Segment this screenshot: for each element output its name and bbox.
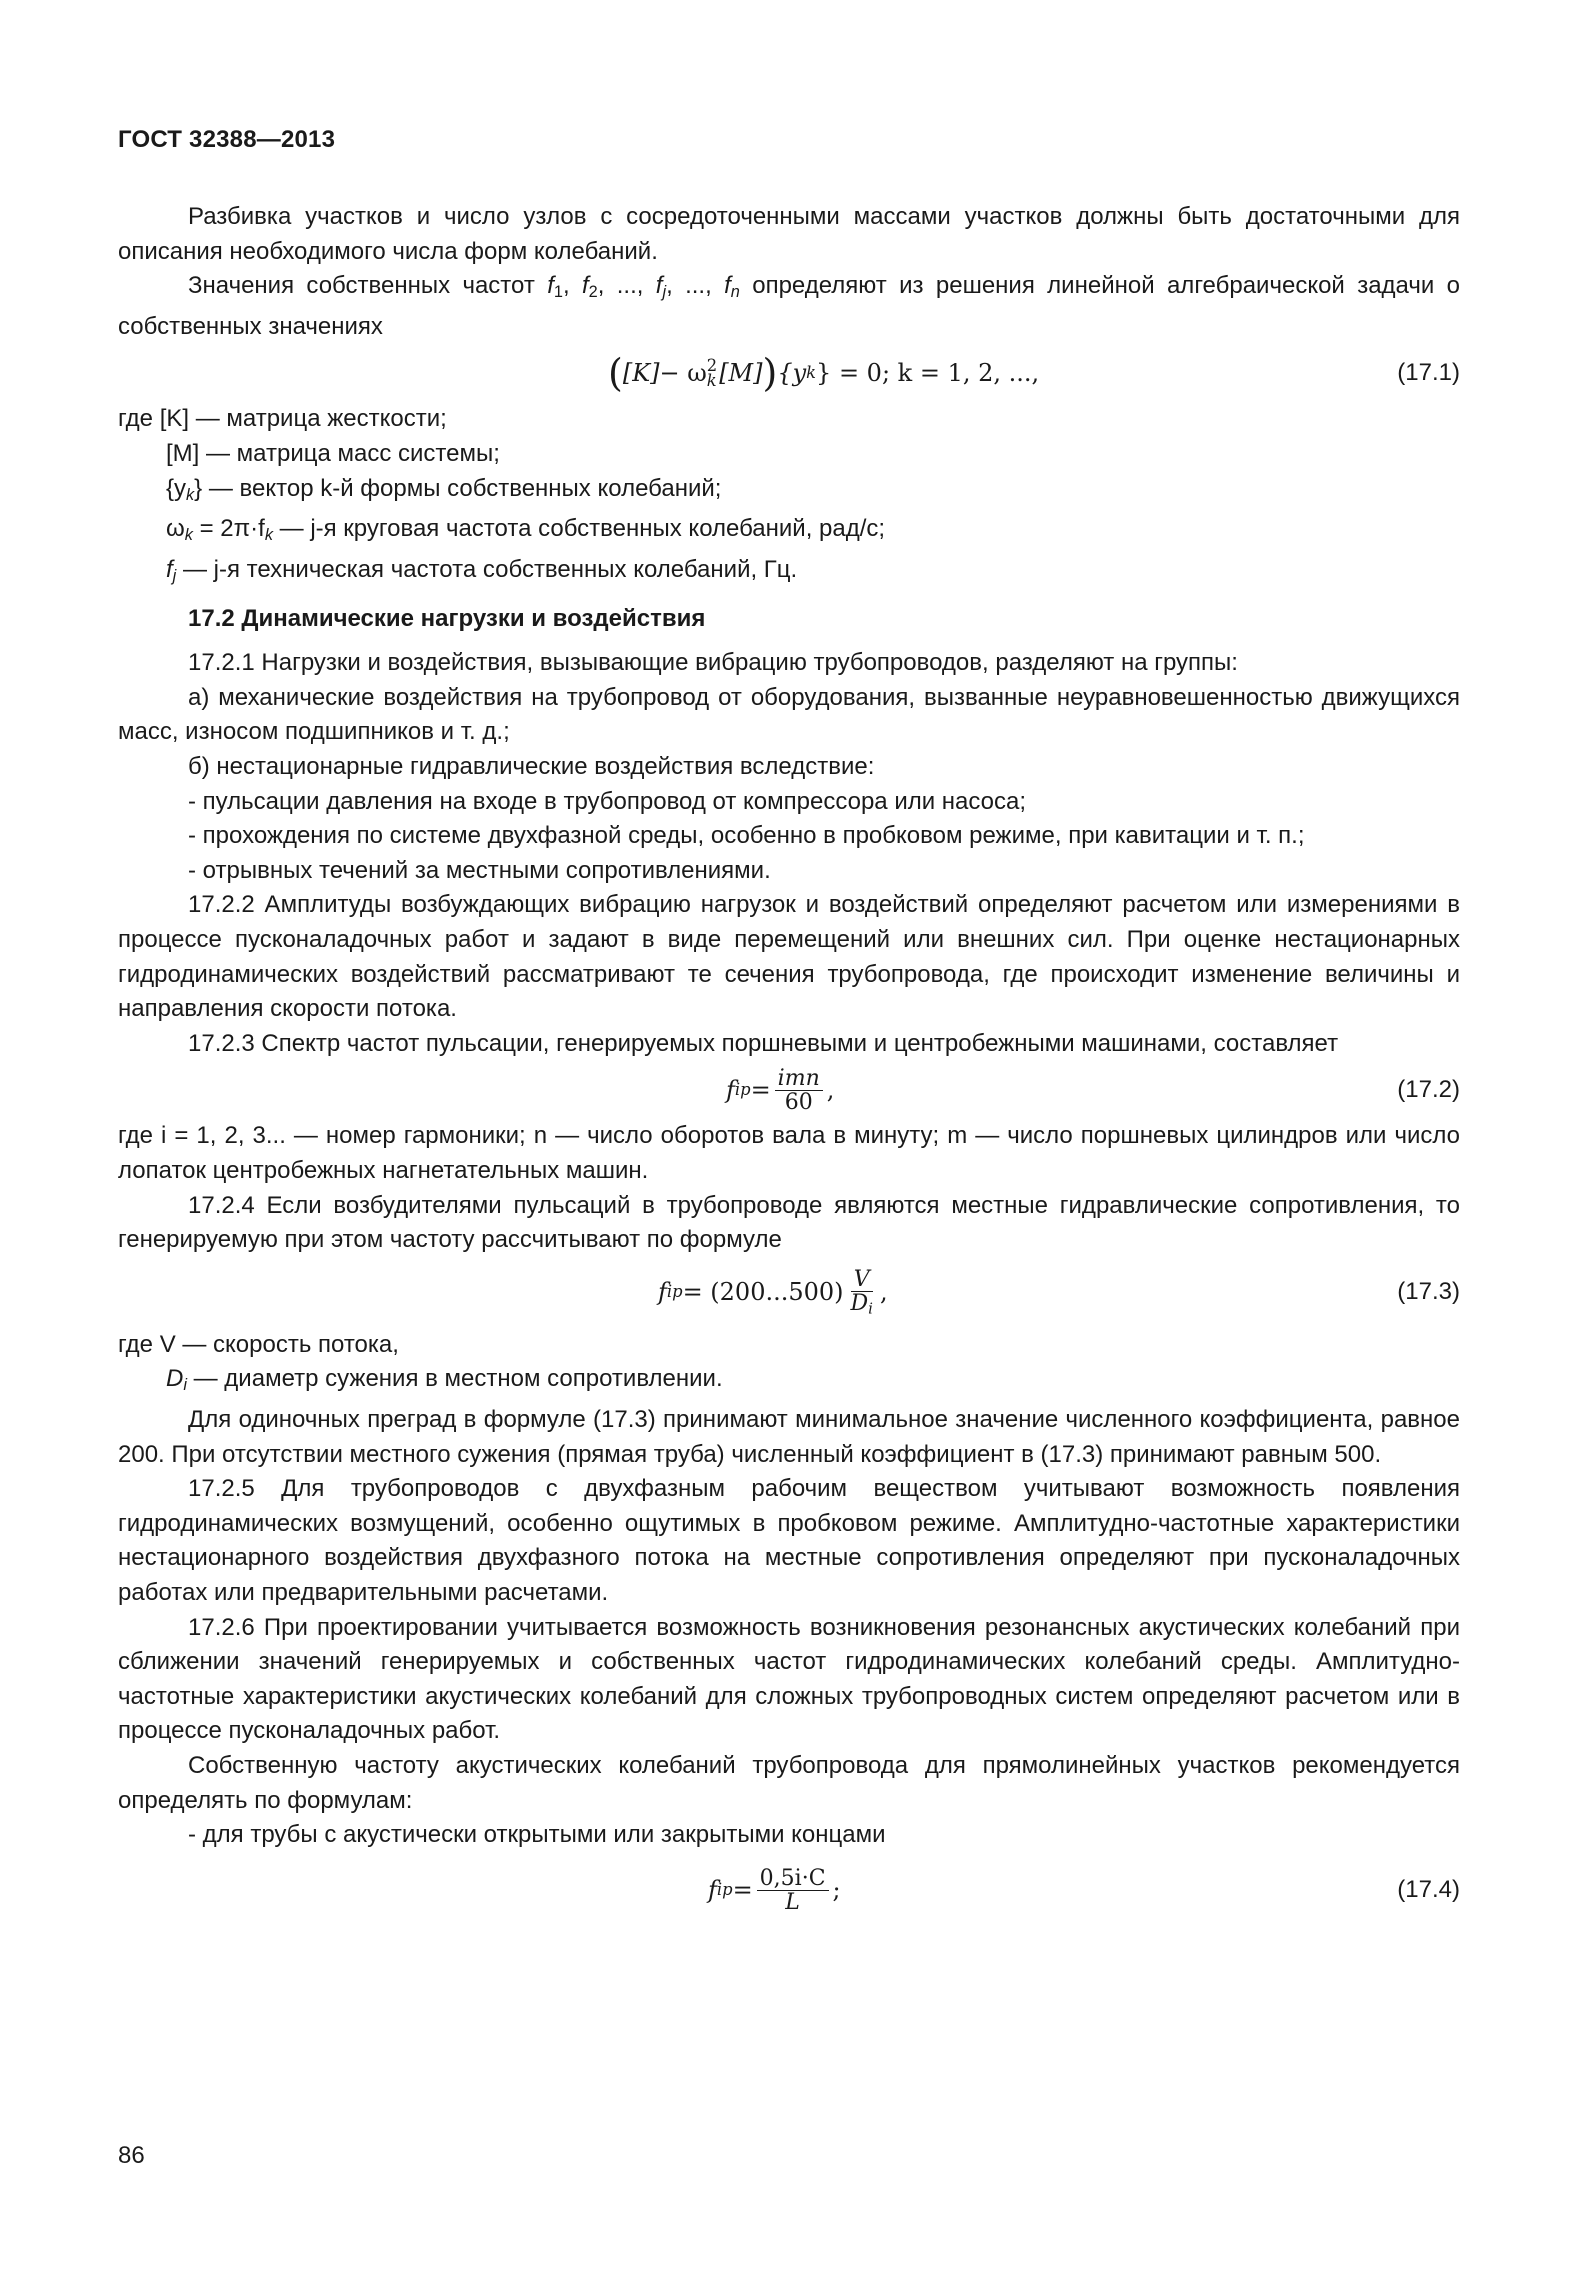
paragraph-17-2-3: 17.2.3 Спектр частот пульсации, генерируемых поршневыми и центробежными машинами, составляет <box>188 1029 1339 1057</box>
list-item-pressure-pulsation: - пульсации давления на входе в трубопровод от компрессора или насоса; <box>188 787 1027 815</box>
definition-technical-frequency: $f_j$ — j-я техническая частота собственных колебаний, Гц. <box>166 555 798 586</box>
page-number: 86 <box>118 2142 145 2169</box>
definition-mode-vector: $\{y_k\}$ — вектор k-й формы собственных колебаний; <box>166 474 722 504</box>
paragraph-17-2-5: 17.2.5 Для трубопроводов с двухфазным рабочим веществом учитывают возможность появления гидродинамических возмущений, особенно ощутимых в пробковом режиме. Амплитудно-частотные характеристики нестационарного воздействия двухфазного потока на местные сопротивления определяют при пусконаладочных работах или предварительными расчетами. <box>118 1475 1460 1606</box>
definition-diameter: $D_i$ — диаметр сужения в местном сопротивлении. <box>166 1365 723 1395</box>
formula-17-3 <box>118 1258 1460 1328</box>
definition-velocity: где V — скорость потока, <box>118 1330 399 1358</box>
formula-17-3-number: (17.3) <box>1397 1278 1460 1306</box>
paragraph-partitioning: Разбивка участков и число узлов с сосредоточенными массами участков должны быть достаточными для описания необходимого числа форм колебаний. <box>118 203 1460 265</box>
formula-17-2-expression: f ip = $\frac{\text{imn}}{60}$ , <box>726 1065 835 1115</box>
definition-mass-matrix: [M] — матрица масс системы; <box>166 440 500 468</box>
document-header: ГОСТ 32388—2013 <box>118 126 336 153</box>
paragraph-eigenfrequencies: Значения собственных частот $f_1$, $f_2$, ..., $f_j$, ..., $f_n$ определяют из решения линейной алгебраической задачи о собственных значениях <box>118 272 1460 340</box>
formula-17-4 <box>118 1853 1460 1929</box>
formula-17-2-number: (17.2) <box>1397 1076 1460 1104</box>
list-item-hydraulic: б) нестационарные гидравлические воздействия вследствие: <box>188 753 875 781</box>
page-content <box>118 200 1460 1929</box>
paragraph-17-2-6: 17.2.6 При проектировании учитывается возможность возникновения резонансных акустических колебаний при сближении значений генерируемых и собственных частот гидродинамических колебаний среды. Амплитудно-частотные характеристики акустических колебаний для сложных трубопроводных систем определяют расчетом или в процессе пусконаладочных работ. <box>118 1613 1460 1745</box>
formula-17-4-number: (17.4) <box>1397 1876 1460 1904</box>
formula-17-3-expression: f ip = (200...500) $\frac{V}{D_i}$ , <box>658 1266 888 1318</box>
definition-stiffness-matrix: где [K] — матрица жесткости; <box>118 405 447 433</box>
paragraph-natural-acoustic-frequency: Собственную частоту акустических колебаний трубопровода для прямолинейных участков рекомендуется определять по формулам: <box>118 1751 1460 1814</box>
formula-17-1-number: (17.1) <box>1397 359 1460 387</box>
paragraph-17-2-1: 17.2.1 Нагрузки и воздействия, вызывающие вибрацию трубопроводов, разделяют на группы: <box>188 649 1238 677</box>
definition-circular-frequency: $\omega_k = 2\pi\cdot f_k$ — j-я круговая частота собственных колебаний, рад/с; <box>166 515 886 545</box>
list-item-separated-flows: - отрывных течений за местными сопротивлениями. <box>188 856 771 884</box>
formula-17-2 <box>118 1061 1460 1119</box>
paragraph-harmonics-definition: где i = 1, 2, 3... — номер гармоники; n — число оборотов вала в минуту; m — число поршневых цилиндров или число лопаток центробежных нагнетательных машин. <box>118 1122 1460 1184</box>
paragraph-17-2-2: 17.2.2 Амплитуды возбуждающих вибрацию нагрузок и воздействий определяют расчетом или измерениями в процессе пусконаладочных работ и задают в виде перемещений или внешних сил. При оценке нестационарных гидродинамических воздействий рассматривают те сечения трубопровода, где происходит изменение величины и направления скорости потока. <box>118 891 1460 1023</box>
paragraph-17-2-4: 17.2.4 Если возбудителями пульсаций в трубопроводе являются местные гидравлические сопротивления, то генерируемую при этом частоту рассчитывают по формуле <box>118 1191 1460 1254</box>
paragraph-single-barriers: Для одиночных преград в формуле (17.3) принимают минимальное значение численного коэффициента, равное 200. При отсутствии местного сужения (прямая труба) численный коэффициент в (17.3) принимают равным 500. <box>118 1406 1460 1468</box>
list-item-mechanical: а) механические воздействия на трубопровод от оборудования, вызванные неуравновешенностью движущихся масс, износом подшипников и т. д.; <box>118 683 1460 746</box>
paragraph-open-closed-ends: - для трубы с акустически открытыми или закрытыми концами <box>188 1821 886 1849</box>
section-heading: 17.2 Динамические нагрузки и воздействия <box>188 604 706 632</box>
formula-17-1-expression: ( [K] − ω 2 k [M] ) {y k } = 0; k = 1, 2, ..., <box>608 351 1040 396</box>
formula-17-4-expression: f ip = $\frac{0,5i\cdot C}{L}$ ; <box>708 1866 841 1916</box>
list-item-two-phase: - прохождения по системе двухфазной среды, особенно в пробковом режиме, при кавитации и т. п.; <box>188 822 1305 850</box>
formula-17-1 <box>118 344 1460 402</box>
